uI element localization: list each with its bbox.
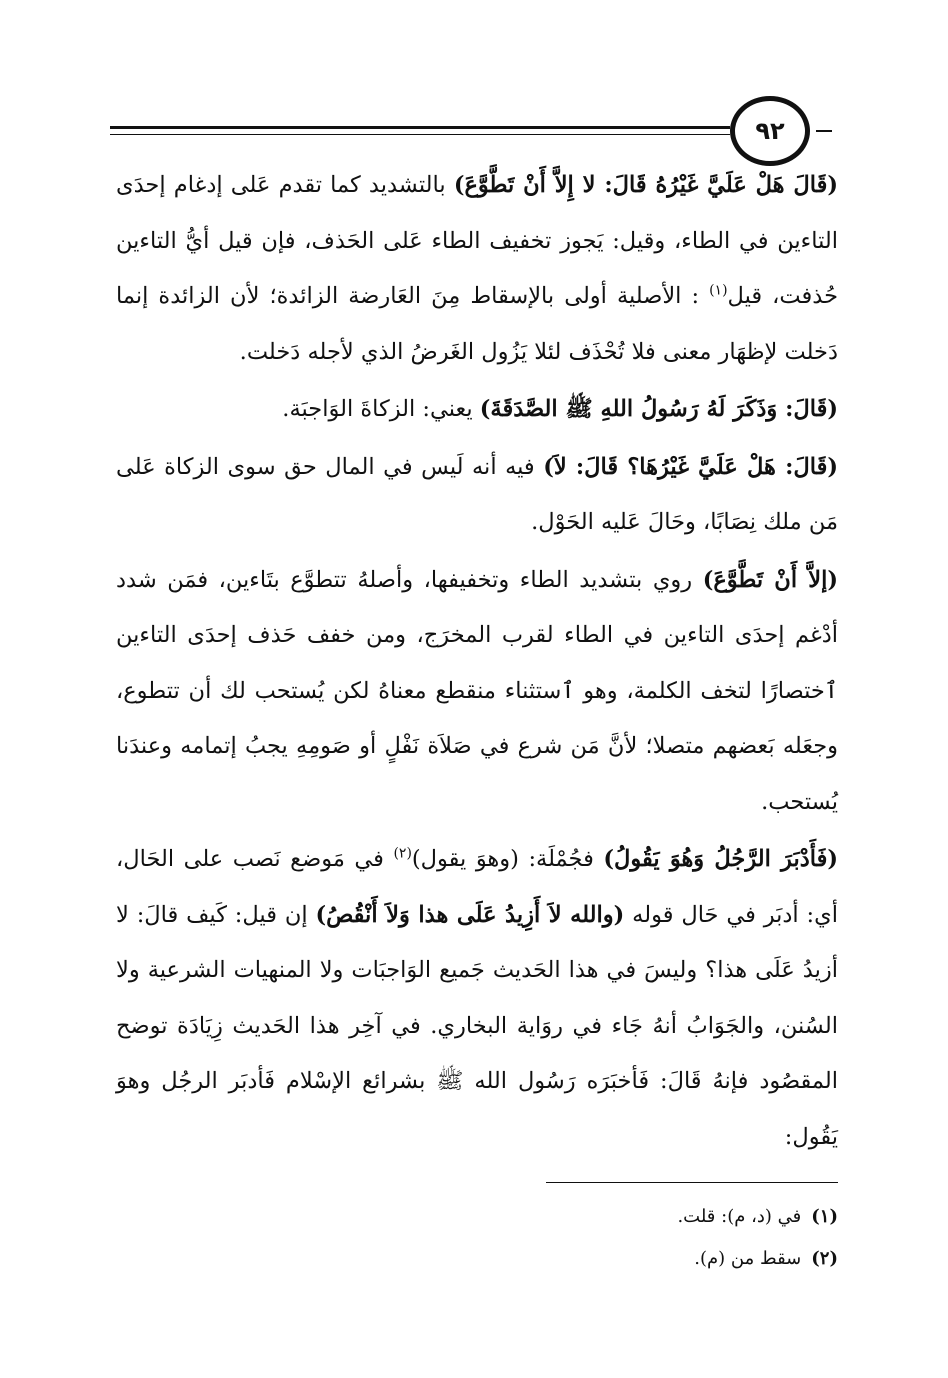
hadith-quote: (والله لاَ أَزِيدُ عَلَى هذا وَلاَ أَنْقُصُ)	[315, 901, 625, 928]
commentary-text: فجُمْلَة: (وهوَ يقول)	[411, 846, 604, 872]
footnote-separator	[546, 1182, 838, 1183]
page-number: ٩٢	[755, 117, 785, 145]
page-number-circle	[730, 96, 810, 166]
footnote-marker: (٢)	[393, 845, 412, 862]
footnote-number: (٢)	[811, 1248, 838, 1269]
paragraph	[116, 440, 838, 551]
footnote	[116, 1196, 838, 1238]
commentary-text: في مَوضع نَصب على الحَال، أي: أدبَر في حَال قوله	[116, 846, 838, 928]
paragraph	[116, 382, 838, 438]
footnote-text: في (د، م): قلت.	[677, 1206, 802, 1227]
header-rule-tail	[816, 130, 832, 132]
commentary-text: فيه أنه لَيس في المال حق سوى الزكاة عَلى مَن ملك نِصَابًا، وحَالَ عَليه الحَوْل.	[116, 453, 838, 535]
footnote-marker: (١)	[709, 282, 728, 299]
header-rule-thin	[110, 134, 730, 135]
hadith-quote: (قَالَ: هَلْ عَلَيَّ غَيْرُهَا؟ قَالَ: لاَ)	[543, 453, 838, 480]
commentary-text: : الأصلية أولى بالإسقاط مِنَ العَارضة الزائدة؛ لأن الزائدة إنما دَخلت لإظهَار معنى فلا تُحْذَف لئلا يَزُول الغَرضُ الذي لأجله دَخلت.	[116, 283, 838, 365]
paragraph	[116, 832, 838, 1165]
commentary-text: بالتشديد كما تقدم عَلى إدغام إحدَى التاءين في الطاء، وقيل: يَجوز تخفيف الطاء عَلى الحَذف، فإن قيل أيُّ التاءين حُذفت، قيل	[116, 172, 838, 309]
hadith-quote: (قَالَ هَلْ عَلَيَّ غَيْرُهُ قَالَ: لا إِلاَّ أَنْ تَطَّوَّعَ)	[453, 172, 838, 198]
hadith-quote: (قَالَ: وَذَكَرَ لَهُ رَسُولُ اللهِ ﷺ الصَّدَقَةَ)	[479, 396, 838, 422]
hadith-quote: (فَأَدْبَرَ الرَّجُلُ وَهُوَ يَقُولُ)	[603, 846, 838, 872]
footnote-number: (١)	[811, 1206, 838, 1227]
paragraph	[116, 158, 838, 380]
main-text	[116, 158, 838, 1167]
footnote-text: سقط من (م).	[694, 1248, 802, 1269]
header-rule-thick	[110, 126, 730, 129]
commentary-text: إن قيل: كَيف قالَ: لا أزيدُ عَلَى هذا؟ وليسَ في هذا الحَديث جَميع الوَاجبَات ولا المنهيات الشرعية ولا السُنن، والجَوَابُ أنهُ جَاء في روَاية البخاري. في آخِر هذا الحَديث زِيَادَة توضح المقصُود فإنهُ قَالَ: فَأخبَرَه رَسُول الله ﷺ بشرائع الإسْلام فَأدبَر الرجُل وهوَ يَقُول:	[116, 901, 838, 1150]
commentary-text: روي بتشديد الطاء وتخفيفها، وأصلهُ تتطوَّع بتَاءين، فمَن شدد أدْغم إحدَى التاءين في الطاء لقرب المخرَج، ومن خفف حَذف إحدَى التاءين ٱختصارًا لتخف الكلمة، وهو ٱستثناء منقطع معناهُ لكن يُستحب لك أن تتطوع، وجعَله بَعضهم متصلا؛ لأنَّ مَن شرع في صَلاَة نَفْلٍ أو صَومِهِ يجبُ إتمامه وعندَنا يُستحب.	[116, 566, 838, 815]
commentary-text: يعني: الزكاةَ الوَاجبَة.	[282, 396, 480, 422]
footnote	[116, 1238, 838, 1280]
hadith-quote: (إلاَّ أَنْ تَطَّوَّعَ)	[702, 566, 838, 593]
footnotes	[116, 1196, 838, 1280]
paragraph	[116, 553, 838, 831]
